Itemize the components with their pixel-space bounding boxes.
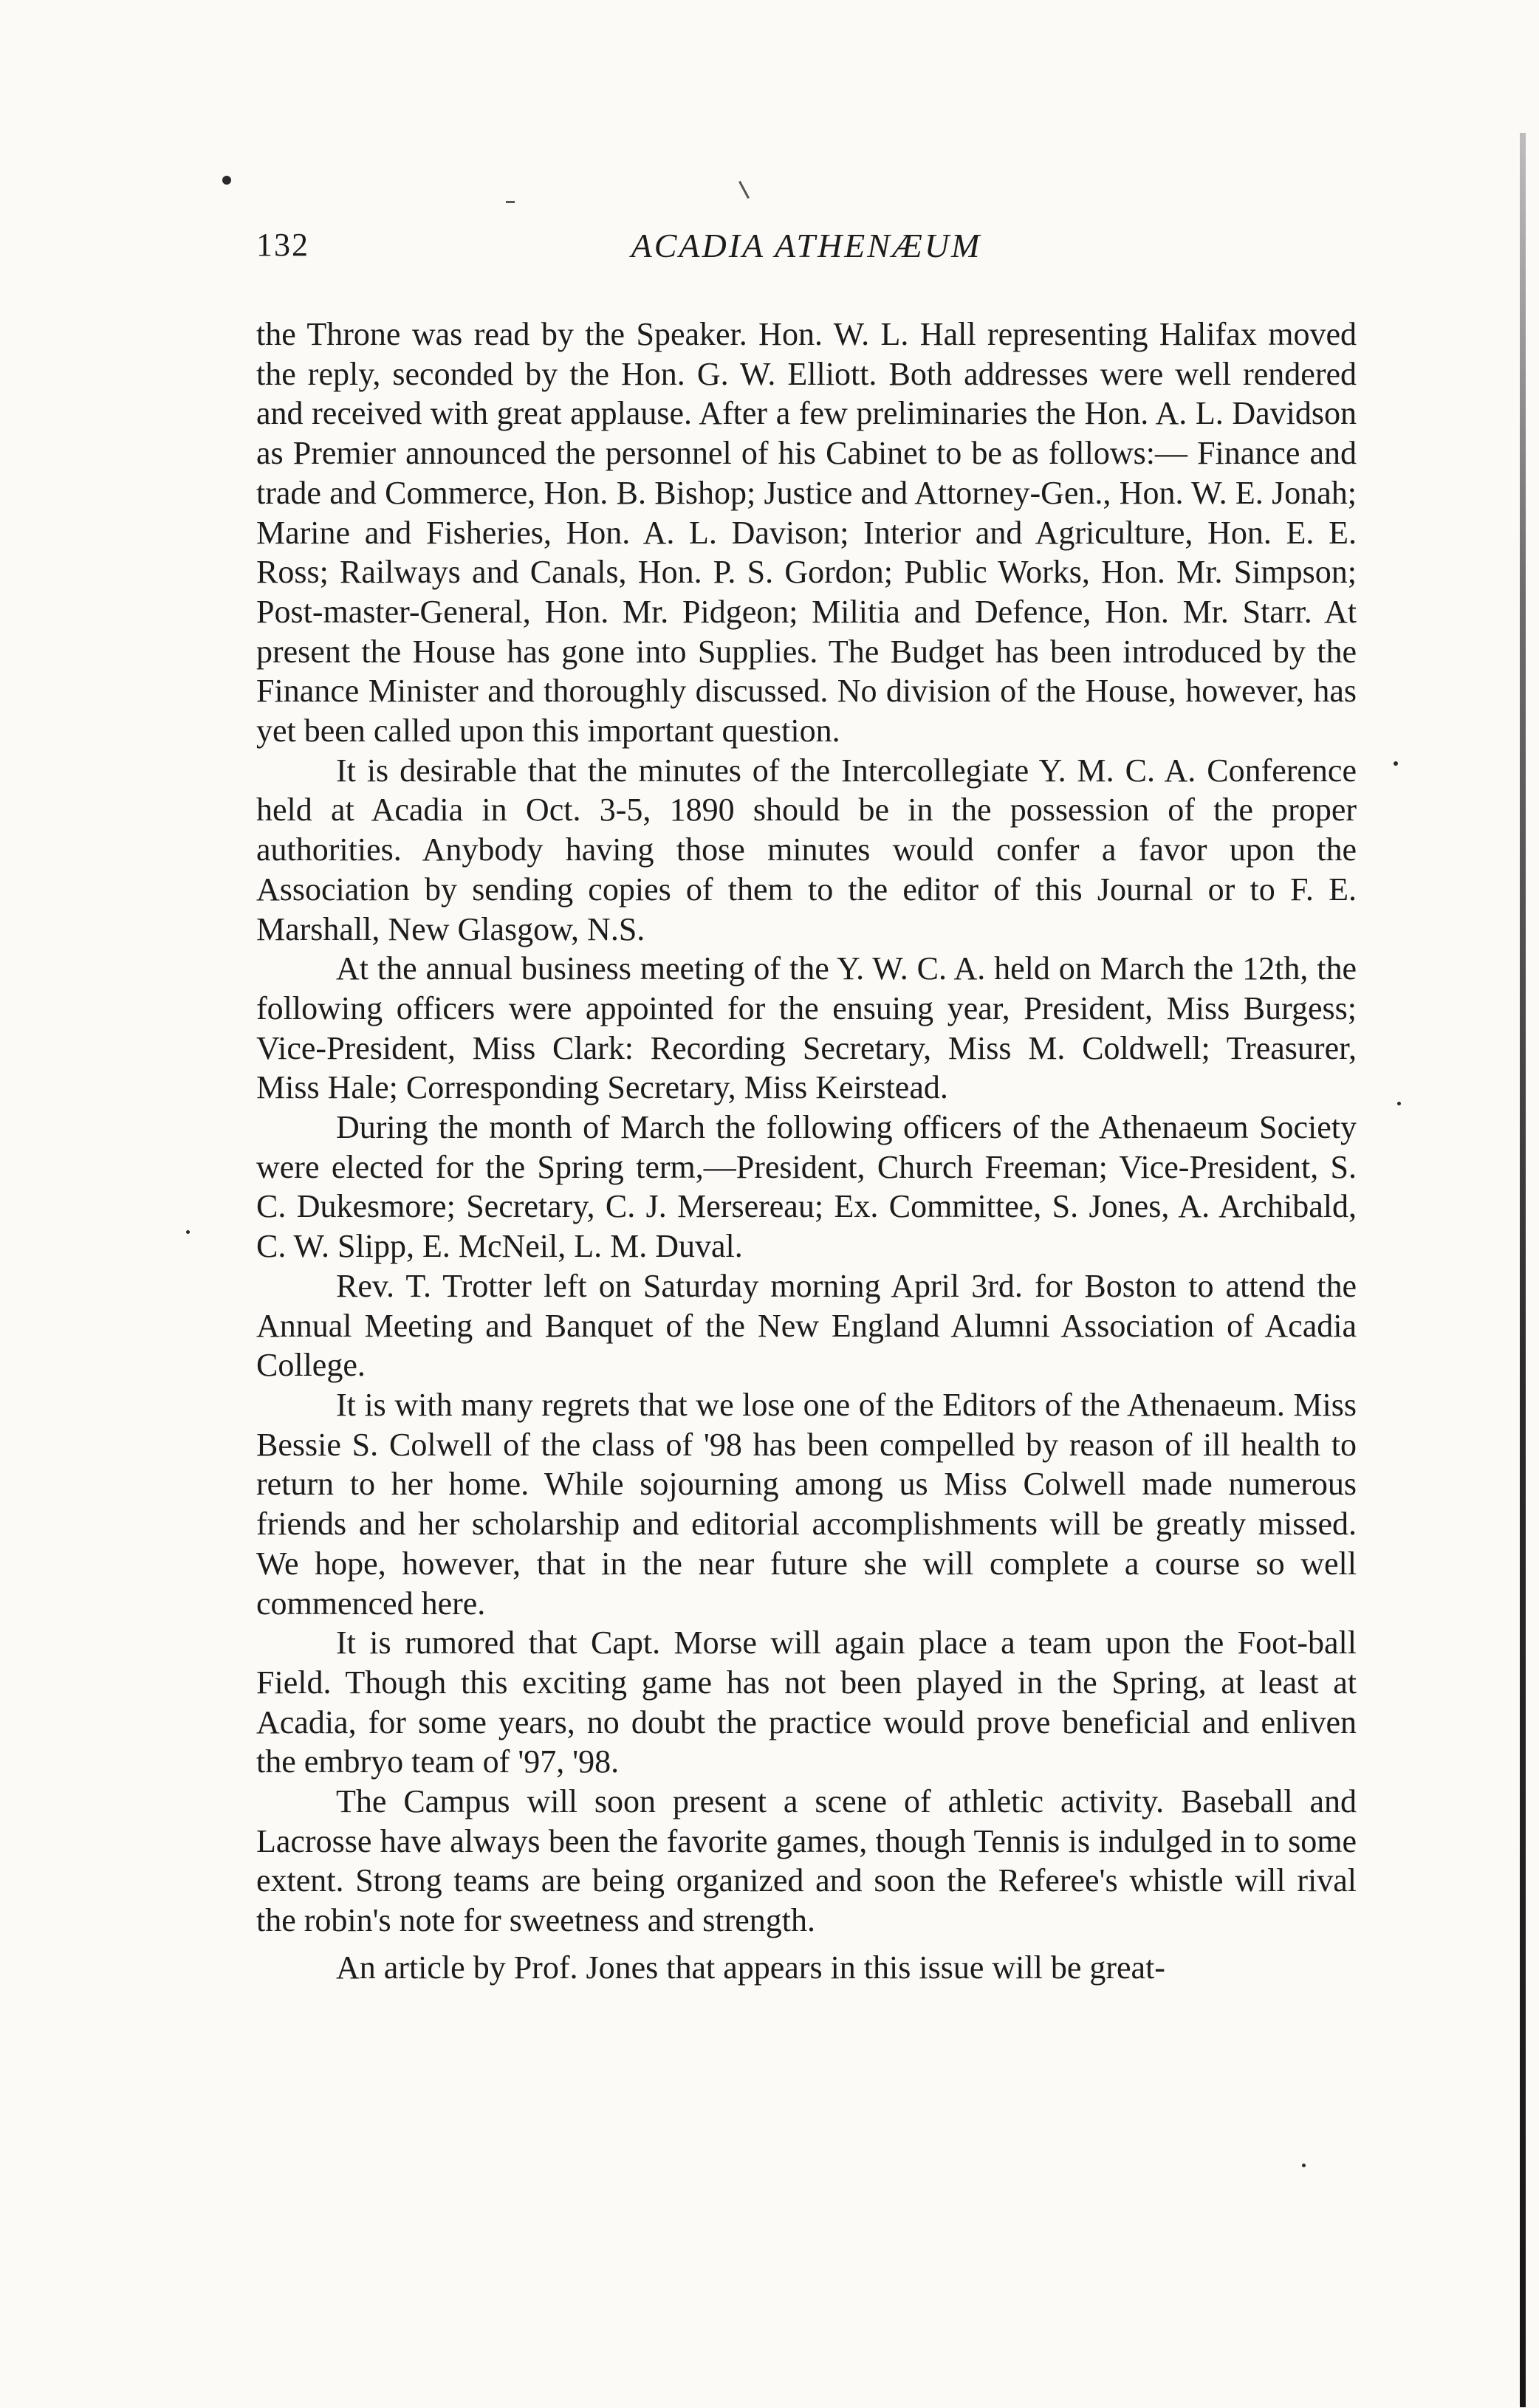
scan-mark xyxy=(738,181,750,199)
paragraph-football: It is rumored that Capt. Morse will again place a team upon the Foot-ball Field. Though this exciting game has not been played in the Spring, at least at Acadia, for some years, no doubt the practice would prove beneficial and enliven the embryo team of '97, '98. xyxy=(256,1625,1357,1780)
paragraph-rev-trotter: Rev. T. Trotter left on Saturday morning April 3rd. for Boston to attend the Annual Meeting and Banquet of the New England Alumni Association of Acadia College. xyxy=(256,1267,1357,1384)
running-title: ACADIA ATHENÆUM xyxy=(631,227,982,264)
scan-speck xyxy=(1302,2164,1306,2167)
paragraph-prof-jones-article: An article by Prof. Jones that appears in this issue will be great- xyxy=(336,1949,1165,1986)
paragraph-athenaeum-officers: During the month of March the following officers of the Athenaeum Society were elected for the Spring term,—President, Church Freeman; Vice-President, S. C. Dukesmore; Secretary, C. J. Mersereau; Ex. Committee, S. Jones, A. Archibald, C. W. Slipp, E. McNeil, L. M. Duval. xyxy=(256,1109,1357,1265)
scan-mark xyxy=(506,201,515,203)
paragraph-ymca-minutes: It is desirable that the minutes of the Intercollegiate Y. M. C. A. Conference held at Acadia in Oct. 3-5, 1890 should be in the possession of the proper authorities. Anybody having those minutes would confer a favor upon the Association by sending copies of them to the editor of this Journal or to F. E. Marshall, New Glasgow, N.S. xyxy=(256,752,1357,947)
paragraph-campus-athletics: The Campus will soon present a scene of athletic activity. Baseball and Lacrosse have always been the favorite games, though Tennis is indulged in to some extent. Strong teams are being organized and soon the Referee's whistle will rival the robin's note for sweetness and strength. xyxy=(256,1783,1357,1939)
page-number: 132 xyxy=(256,227,309,263)
paragraph-throne-speech: the Throne was read by the Speaker. Hon. W. L. Hall representing Halifax moved the reply, seconded by the Hon. G. W. Elliott. Both addresses were well rendered and received with great applause. After a few preliminaries the Hon. A. L. Davidson as Premier announced the personnel of his Cabinet to be as follows:— Finance and trade and Commerce, Hon. B. Bishop; Justice and Attorney-Gen., Hon. W. E. Jonah; Marine and Fisheries, Hon. A. L. Davison; Interior and Agriculture, Hon. E. E. Ross; Railways and Canals, Hon. P. S. Gordon; Public Works, Hon. Mr. Simpson; Post-master-General, Hon. Mr. Pidgeon; Militia and Defence, Hon. Mr. Starr. At present the House has gone into Supplies. The Budget has been introduced by the Finance Minister and thoroughly discussed. No division of the House, however, has yet been called upon this important question. xyxy=(256,316,1357,750)
paragraph-editor-leaving: It is with many regrets that we lose one of the Editors of the Athenaeum. Miss Bessie S. Colwell of the class of '98 has been compelled by reason of ill health to return to her home. While sojourning among us Miss Colwell made numerous friends and her scholarship and editorial accomplishments will be greatly missed. We hope, however, that in the near future she will complete a course so well commenced here. xyxy=(256,1386,1357,1622)
scan-speck xyxy=(1397,1102,1401,1105)
paragraph-ywca-officers: At the annual business meeting of the Y. W. C. A. held on March the 12th, the following officers were appointed for the ensuing year, President, Miss Burgess; Vice-President, Miss Clark: Recording Secretary, Miss M. Coldwell; Treasurer, Miss Hale; Corresponding Secretary, Miss Keirstead. xyxy=(256,950,1357,1106)
scan-speck xyxy=(1394,761,1398,766)
page-header xyxy=(256,226,1357,278)
scan-edge-shadow xyxy=(1520,133,1526,2407)
scan-speck xyxy=(186,1230,190,1234)
scan-speck xyxy=(222,176,231,185)
article-body xyxy=(256,315,1357,1988)
